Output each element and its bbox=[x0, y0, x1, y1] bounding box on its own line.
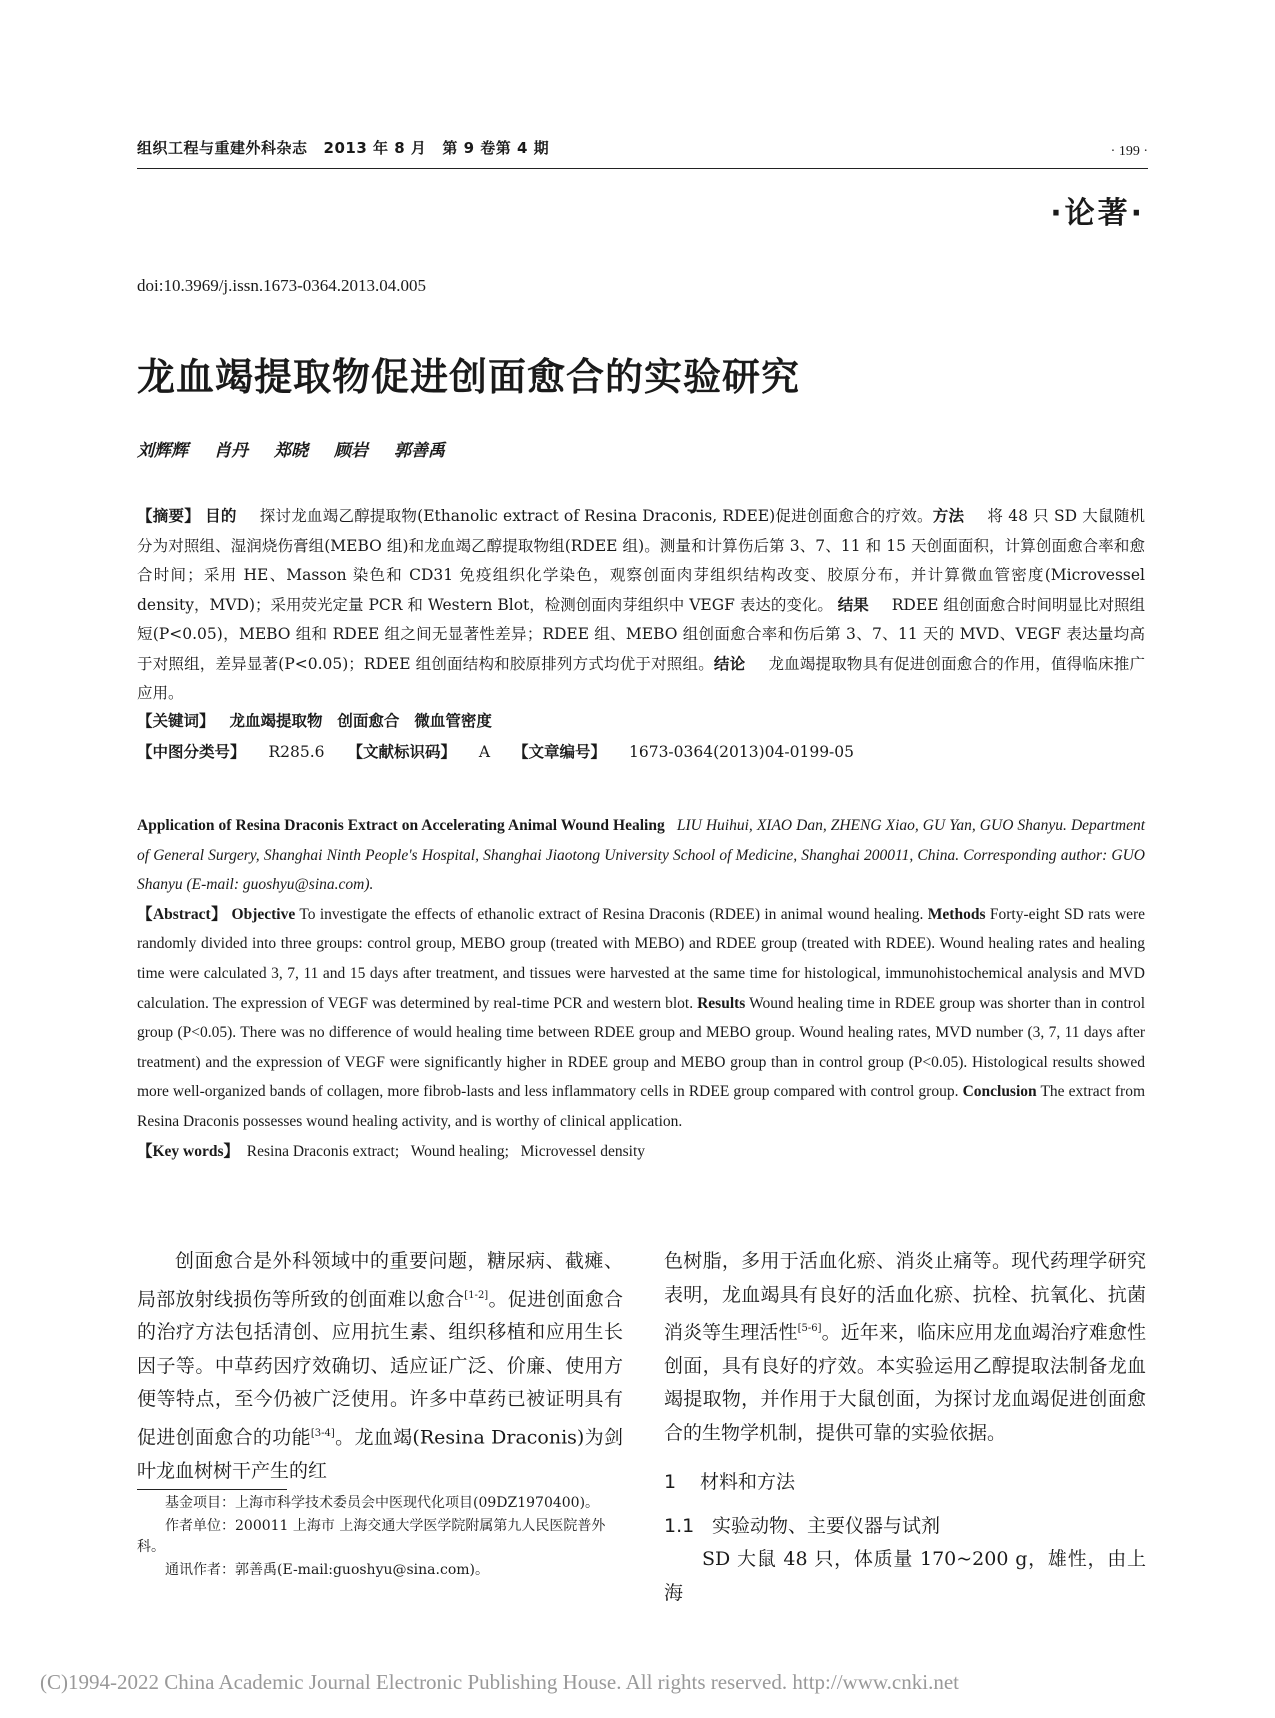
keyword-en: Resina Draconis extract; bbox=[246, 1142, 400, 1160]
body-text: 。促进创面愈合的治疗方法包括清创、应用抗生素、组织移植和应用生长因子等。中草药因疗效确切、适应证广泛、价廉、使用方便等特点，至今仍被广泛使用。许多中草药已被证明具有促进创面愈合的功能 bbox=[137, 1287, 623, 1449]
keyword: 龙血竭提取物 bbox=[229, 712, 323, 730]
keywords-chinese bbox=[137, 709, 492, 731]
doc-code-value: A bbox=[478, 743, 491, 761]
article-title: 龙血竭提取物促进创面愈合的实验研究 bbox=[137, 355, 801, 399]
body-left-column bbox=[137, 1245, 623, 1488]
objective-en-text: To investigate the effects of ethanolic extract of Resina Draconis (RDEE) in animal wound healing. bbox=[299, 905, 924, 923]
section-heading bbox=[664, 1466, 1146, 1500]
body-paragraph bbox=[664, 1245, 1146, 1450]
author-list bbox=[137, 436, 445, 461]
subsection-title: 实验动物、主要仪器与试剂 bbox=[712, 1514, 941, 1537]
results-label: 结果 bbox=[837, 595, 869, 614]
conclusion-en-text: The extract from Resina Draconis possesses wound healing activity, and is worthy of clinical application. bbox=[137, 1083, 1146, 1130]
article-no-value: 1673-0364(2013)04-0199-05 bbox=[628, 743, 855, 761]
methods-label: 方法 bbox=[932, 507, 965, 525]
section-number: 1 bbox=[664, 1471, 677, 1494]
clc-value: R285.6 bbox=[268, 743, 325, 761]
classification-line bbox=[137, 740, 854, 762]
doi: doi:10.3969/j.issn.1673-0364.2013.04.005 bbox=[137, 276, 427, 295]
english-affiliation: LIU Huihui, XIAO Dan, ZHENG Xiao, GU Yan, GUO Shanyu. Department of General Surgery, Shanghai Ninth People's Hospital, Shanghai Jiaotong University School of Medicine, Shanghai 200011, China. Corresponding author: GUO Shanyu (E-mail: guoshyu@sina.com). bbox=[137, 817, 1146, 894]
abstract-en-label: 【Abstract】 bbox=[137, 905, 228, 923]
keywords-en-label: 【Key words】 bbox=[137, 1142, 240, 1160]
article-no-label: 【文章编号】 bbox=[513, 743, 607, 761]
issue-date: 2013 年 8 月 bbox=[323, 139, 427, 157]
abstract-chinese bbox=[137, 502, 1145, 709]
citation: [5-6] bbox=[797, 1323, 822, 1334]
results-text: RDEE 组创面愈合时间明显比对照组短(P<0.05)，MEBO 组和 RDEE 组之间无显著性差异；RDEE 组、MEBO 组创面愈合率和伤后第 3、7、11 天的 MVD、VEGF 表达量均高于对照组，差异显著(P<0.05)；RDEE 组创面结构和胶原排列方式均优于对照组。 bbox=[137, 595, 1145, 673]
citation: [3-4] bbox=[310, 1427, 335, 1439]
body-right-column bbox=[664, 1245, 1146, 1610]
objective-label: 目的 bbox=[205, 507, 237, 525]
clc-label: 【中图分类号】 bbox=[137, 743, 246, 761]
abstract-english bbox=[137, 811, 1145, 1166]
author: 顾岩 bbox=[334, 441, 368, 461]
doc-code-label: 【文献标识码】 bbox=[347, 743, 456, 761]
page-number: · 199 · bbox=[1110, 144, 1148, 159]
author: 肖丹 bbox=[214, 441, 248, 461]
keyword: 创面愈合 bbox=[337, 712, 400, 730]
journal-name: 组织工程与重建外科杂志 bbox=[137, 139, 308, 157]
section-title: 材料和方法 bbox=[700, 1471, 796, 1494]
objective-en-label: Objective bbox=[231, 905, 296, 923]
methods-en-label: Methods bbox=[927, 905, 986, 923]
abstract-label: 【摘要】 bbox=[137, 507, 200, 525]
footnotes bbox=[137, 1493, 623, 1583]
body-text: 。龙血竭(Resina Draconis)为剑叶龙血树树干产生的红 bbox=[137, 1426, 623, 1482]
methods-en-text: Forty-eight SD rats were randomly divided into three groups: control group, MEBO group (treated with MEBO) and RDEE group (treated with RDEE). Wound healing rates and healing time were calculated 3, 7, 11 and 15 days after treatment, and tissues were harvested at the same time for histological, immunohistochemical analysis and MVD calculation. The expression of VEGF was determined by real-time PCR and western blot. bbox=[137, 905, 1146, 1012]
subsection-heading bbox=[664, 1510, 1146, 1544]
english-title: Application of Resina Draconis Extract on Accelerating Animal Wound Healing bbox=[137, 817, 665, 834]
conclusion-label: 结论 bbox=[713, 654, 746, 673]
keyword: 微血管密度 bbox=[414, 712, 492, 730]
author: 郑晓 bbox=[274, 441, 308, 461]
body-text: 色树脂，多用于活血化瘀、消炎止痛等。现代药理学研究表明，龙血竭具有良好的活血化瘀、抗栓、抗氧化、抗菌消炎等生理活性 bbox=[664, 1250, 1146, 1344]
methods-text: 将 48 只 SD 大鼠随机分为对照组、湿润烧伤膏组(MEBO 组)和龙血竭乙醇提取物组(RDEE 组)。测量和计算伤后第 3、7、11 和 15 天创面面积，计算创面愈合率和愈合时间；采用 HE、Masson 染色和 CD31 免疫组织化学染色，观察创面肉芽组织结构改变、胶原分布，并计算微血管密度(Microvessel density，MVD)；采用荧光定量 PCR 和 Western Blot，检测创面肉芽组织中 VEGF 表达的变化。 bbox=[137, 507, 1145, 614]
citation: [1-2] bbox=[464, 1289, 489, 1301]
body-paragraph: SD 大鼠 48 只，体质量 170~200 g，雄性，由上海 bbox=[664, 1548, 1146, 1604]
footnote-correspondence: 通讯作者：郭善禹(E-mail:guoshyu@sina.com)。 bbox=[165, 1562, 489, 1578]
author: 郭善禹 bbox=[394, 441, 445, 461]
keyword-en: Wound healing; bbox=[410, 1142, 509, 1160]
body-paragraph bbox=[137, 1245, 623, 1488]
journal-header bbox=[137, 137, 549, 158]
footnote-divider bbox=[137, 1489, 287, 1490]
body-text: 创面愈合是外科领域中的重要问题，糖尿病、截瘫、局部放射线损伤等所致的创面难以愈合 bbox=[137, 1250, 623, 1310]
conclusion-text: 龙血竭提取物具有促进创面愈合的作用，值得临床推广应用。 bbox=[137, 654, 1145, 702]
conclusion-en-label: Conclusion bbox=[962, 1083, 1037, 1101]
copyright-footer: (C)1994-2022 China Academic Journal Electronic Publishing House. All rights reserved. http://www.cnki.net bbox=[40, 1670, 959, 1694]
results-en-text: Wound healing time in RDEE group was shorter than in control group (P<0.05). There was no difference of would healing time between RDEE group and MEBO group. Wound healing rates, MVD number (3, 7, 11 days after treatment) and the expression of VEGF were significantly higher in RDEE group and MEBO group than in control group (P<0.05). Histological results showed more well-organized bands of collagen, more fibrob-lasts and less inflammatory cells in RDEE group compared with control group. bbox=[137, 994, 1146, 1101]
keyword-en: Microvessel density bbox=[520, 1142, 646, 1160]
section-label: ·论著· bbox=[1050, 196, 1145, 231]
footnote-unit: 作者单位：200011 上海市 上海交通大学医学院附属第九人民医院普外科。 bbox=[137, 1518, 606, 1555]
body-text: 。近年来，临床应用龙血竭治疗难愈性创面，具有良好的疗效。本实验运用乙醇提取法制备龙血竭提取物，并作用于大鼠创面，为探讨龙血竭促进创面愈合的生物学机制，提供可靠的实验依据。 bbox=[664, 1321, 1146, 1444]
results-en-label: Results bbox=[697, 994, 746, 1012]
header-divider bbox=[137, 168, 1148, 169]
volume-issue: 第 9 卷第 4 期 bbox=[442, 139, 550, 157]
keywords-label: 【关键词】 bbox=[137, 712, 215, 730]
footnote-fund: 基金项目：上海市科学技术委员会中医现代化项目(09DZ1970400)。 bbox=[165, 1495, 600, 1511]
objective-text: 探讨龙血竭乙醇提取物(Ethanolic extract of Resina Draconis, RDEE)促进创面愈合的疗效。 bbox=[259, 507, 933, 525]
author: 刘辉辉 bbox=[137, 441, 188, 461]
subsection-number: 1.1 bbox=[664, 1514, 695, 1537]
